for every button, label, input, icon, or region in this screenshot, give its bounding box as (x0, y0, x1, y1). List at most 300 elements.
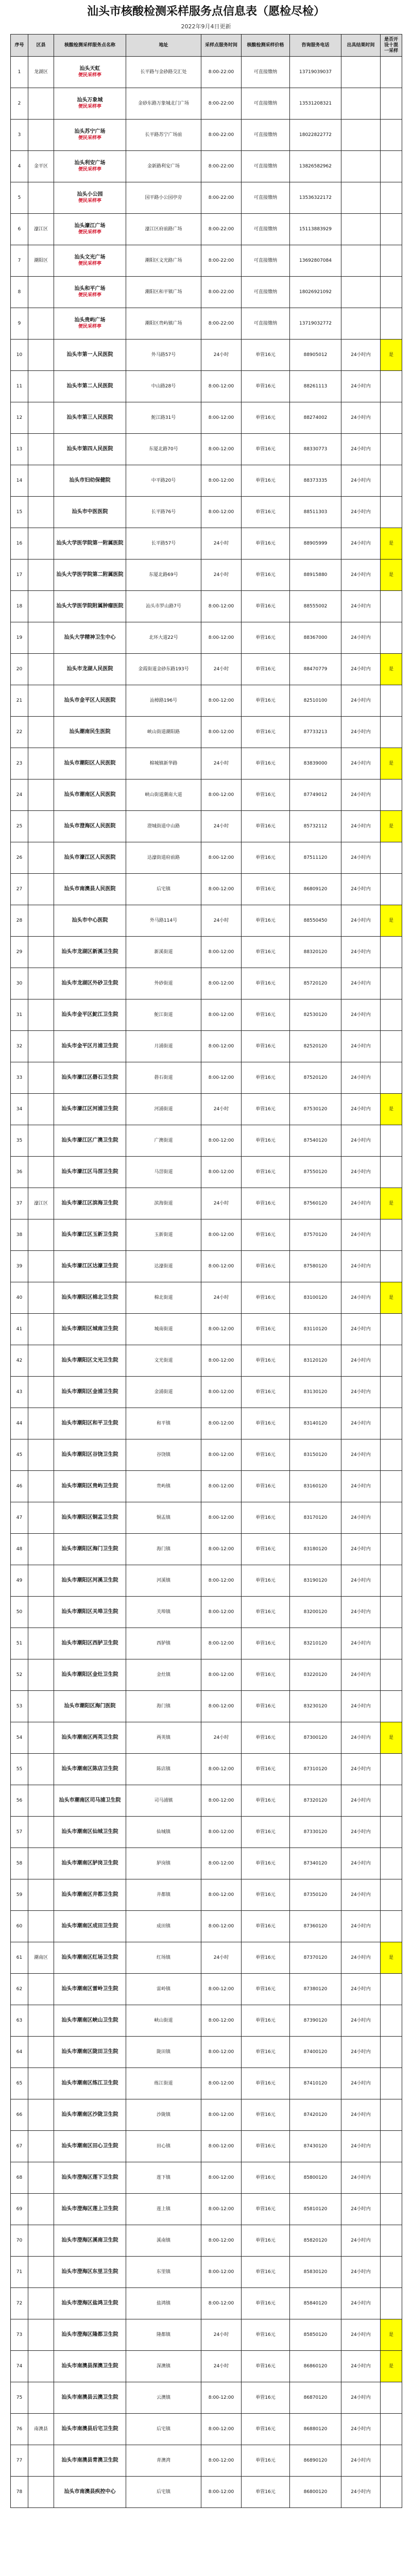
institution-name: 汕头市南澳县深澳卫生院 (61, 2363, 118, 2369)
cell-price: 单管16元 (242, 685, 290, 717)
cell-special (381, 2382, 402, 2414)
cell-hours: 8:00-12:00 (201, 2162, 242, 2194)
cell-result: 24小时内 (341, 999, 381, 1031)
cell-result: 24小时内 (341, 1094, 381, 1125)
cell-address: 金浦街道 (126, 1377, 201, 1408)
cell-phone: 87733213 (290, 717, 341, 748)
table-row (11, 1722, 402, 1754)
cell-phone: 82520120 (290, 1031, 341, 1062)
table-row (11, 182, 402, 214)
cell-phone: 83100120 (290, 1282, 341, 1314)
cell-name (54, 1754, 126, 1785)
cell-special (381, 1911, 402, 1942)
cell-district (28, 497, 54, 528)
institution-name: 汕头市潮阳区金浦卫生院 (61, 1389, 118, 1395)
cell-price: 可直接缴纳 (242, 88, 290, 120)
cell-district (28, 842, 54, 874)
cell-district (28, 717, 54, 748)
cell-address: 东厦北路69号 (126, 560, 201, 591)
cell-district (28, 2445, 54, 2477)
cell-address: 金霞街道金砂东路193号 (126, 654, 201, 685)
cell-address: 后宅镇 (126, 2477, 201, 2508)
cell-district (28, 2225, 54, 2257)
table-row (11, 2005, 402, 2037)
cell-result: 24小时内 (341, 1659, 381, 1691)
cell-no: 21 (11, 685, 28, 717)
cell-price: 单管16元 (242, 1691, 290, 1722)
test-site-table (10, 34, 402, 2508)
cell-special (381, 1879, 402, 1911)
cell-price: 单管16元 (242, 874, 290, 905)
cell-district (28, 654, 54, 685)
table-row (11, 717, 402, 748)
cell-hours: 8:00-12:00 (201, 2414, 242, 2445)
cell-phone: 86860120 (290, 2351, 341, 2382)
cell-price: 单管16元 (242, 1219, 290, 1251)
cell-price: 单管16元 (242, 1817, 290, 1848)
cell-special (381, 1062, 402, 1094)
cell-district (28, 1031, 54, 1062)
institution-name: 汕头市龙湖区外砂卫生院 (61, 980, 118, 986)
cell-no: 17 (11, 560, 28, 591)
col-address: 地址 (126, 35, 201, 57)
cell-name (54, 1062, 126, 1094)
cell-name (54, 2351, 126, 2382)
cell-phone: 87550120 (290, 1157, 341, 1188)
cell-address: 贵屿镇 (126, 1471, 201, 1502)
cell-result: 24小时内 (341, 2162, 381, 2194)
table-row (11, 120, 402, 151)
cell-hours: 24小时 (201, 811, 242, 842)
cell-no: 35 (11, 1125, 28, 1157)
cell-name (54, 1157, 126, 1188)
cell-no: 72 (11, 2288, 28, 2319)
table-row (11, 1565, 402, 1597)
institution-name: 汕头市潮南区红场卫生院 (61, 1955, 118, 1960)
cell-phone: 88261113 (290, 371, 341, 402)
cell-price: 单管16元 (242, 2414, 290, 2445)
table-row (11, 1439, 402, 1471)
cell-no: 56 (11, 1785, 28, 1817)
cell-phone: 87410120 (290, 2068, 341, 2099)
cell-district (28, 1502, 54, 1534)
cell-address: 金新路利安广场 (126, 151, 201, 182)
cell-no: 52 (11, 1659, 28, 1691)
cell-hours: 8:00-12:00 (201, 1377, 242, 1408)
cell-name (54, 654, 126, 685)
cell-hours: 8:00-12:00 (201, 2037, 242, 2068)
institution-name: 汕头市澄海区隆都卫生院 (61, 2332, 118, 2337)
cell-no: 20 (11, 654, 28, 685)
cell-result: 24小时内 (341, 1439, 381, 1471)
convenience-tag: 便民采样亭 (78, 104, 101, 109)
cell-no: 37 (11, 1188, 28, 1219)
cell-address: 成田镇 (126, 1911, 201, 1942)
cell-name (54, 1031, 126, 1062)
convenience-tag: 便民采样亭 (78, 198, 101, 204)
cell-price: 单管16元 (242, 1565, 290, 1597)
cell-result: 24小时内 (341, 1125, 381, 1157)
cell-special (381, 1754, 402, 1785)
cell-result: 24小时内 (341, 1754, 381, 1785)
cell-special (381, 57, 402, 88)
cell-price: 单管16元 (242, 560, 290, 591)
cell-address: 峡山街道潮南大道 (126, 779, 201, 811)
cell-result: 24小时内 (341, 905, 381, 937)
cell-price: 单管16元 (242, 1502, 290, 1534)
institution-name: 汕头大学医学院第二附属医院 (56, 572, 124, 578)
institution-name: 汕头贵屿广场 (74, 317, 106, 323)
cell-phone: 83120120 (290, 1345, 341, 1377)
institution-name: 汕头市金平区月浦卫生院 (61, 1043, 118, 1049)
cell-hours: 8:00-12:00 (201, 2099, 242, 2131)
cell-address: 长平路与金砂路交汇处 (126, 57, 201, 88)
table-row (11, 560, 402, 591)
cell-no: 18 (11, 591, 28, 622)
institution-name: 汕头市濠江区达濠卫生院 (61, 1263, 118, 1269)
cell-name (54, 1911, 126, 1942)
cell-district (28, 1597, 54, 1628)
cell-price: 单管16元 (242, 1754, 290, 1785)
cell-result (341, 57, 381, 88)
cell-name (54, 1597, 126, 1628)
cell-price: 单管16元 (242, 402, 290, 434)
table-row (11, 2319, 402, 2351)
cell-phone: 83220120 (290, 1659, 341, 1691)
cell-district (28, 2382, 54, 2414)
cell-address: 外马路114号 (126, 905, 201, 937)
cell-hours: 8:00-22:00 (201, 182, 242, 214)
cell-name (54, 1219, 126, 1251)
cell-phone: 13536322172 (290, 182, 341, 214)
cell-district: 龙湖区 (28, 57, 54, 88)
cell-result: 24小时内 (341, 937, 381, 968)
cell-hours: 8:00-12:00 (201, 1848, 242, 1879)
cell-no: 28 (11, 905, 28, 937)
table-row (11, 1534, 402, 1565)
cell-result: 24小时内 (341, 1691, 381, 1722)
institution-name: 汕头市第三人民医院 (66, 415, 113, 420)
cell-name (54, 2382, 126, 2414)
table-row (11, 1251, 402, 1282)
cell-special (381, 245, 402, 277)
cell-special: 是 (381, 654, 402, 685)
cell-phone: 83170120 (290, 1502, 341, 1534)
cell-address: 莲上镇 (126, 2194, 201, 2225)
institution-name: 汕头市龙湖区新溪卫生院 (61, 949, 118, 955)
cell-result: 24小时内 (341, 968, 381, 999)
cell-hours: 8:00-12:00 (201, 434, 242, 465)
cell-result (341, 245, 381, 277)
cell-name (54, 1848, 126, 1879)
table-row (11, 2257, 402, 2288)
cell-no: 78 (11, 2477, 28, 2508)
cell-address: 金灶镇 (126, 1659, 201, 1691)
cell-result: 24小时内 (341, 2037, 381, 2068)
col-price: 核酸检测采样价格 (242, 35, 290, 57)
cell-phone: 83130120 (290, 1377, 341, 1408)
institution-name: 汕头市潮阳区关埠卫生院 (61, 1609, 118, 1615)
convenience-tag: 便民采样亭 (78, 167, 101, 172)
cell-address: 盐鸿镇 (126, 2288, 201, 2319)
cell-name (54, 1974, 126, 2005)
update-date: 2022年9月4日更新 (181, 23, 231, 30)
cell-address: 滨海街道 (126, 1188, 201, 1219)
cell-district: 金平区 (28, 151, 54, 182)
cell-name (54, 2162, 126, 2194)
cell-price: 单管16元 (242, 2099, 290, 2131)
cell-hours: 8:00-12:00 (201, 1565, 242, 1597)
institution-name: 汕头市南澳县云澳卫生院 (61, 2395, 118, 2400)
cell-result (341, 308, 381, 340)
cell-special: 是 (381, 1942, 402, 1974)
table-row (11, 2131, 402, 2162)
cell-name (54, 1282, 126, 1314)
institution-name: 汕头和平广场 (74, 286, 106, 292)
table-row (11, 999, 402, 1031)
institution-name: 汕头市澄海区盐鸿卫生院 (61, 2300, 118, 2306)
cell-phone: 86880120 (290, 2414, 341, 2445)
institution-name: 汕头市潮南区沙陇卫生院 (61, 2112, 118, 2117)
cell-address: 中山路28号 (126, 371, 201, 402)
cell-hours: 8:00-12:00 (201, 1691, 242, 1722)
cell-price: 单管16元 (242, 2005, 290, 2037)
cell-district (28, 528, 54, 560)
cell-hours: 8:00-12:00 (201, 2445, 242, 2477)
cell-hours: 8:00-12:00 (201, 1408, 242, 1439)
cell-district (28, 937, 54, 968)
cell-price: 单管16元 (242, 1911, 290, 1942)
cell-phone: 87380120 (290, 1974, 341, 2005)
cell-phone: 87330120 (290, 1817, 341, 1848)
cell-phone: 87350120 (290, 1879, 341, 1911)
cell-district (28, 1879, 54, 1911)
cell-result: 24小时内 (341, 371, 381, 402)
cell-address: 澄城街道中山路 (126, 811, 201, 842)
cell-address: 棉城镇新华路 (126, 748, 201, 779)
cell-district (28, 905, 54, 937)
cell-name (54, 779, 126, 811)
cell-name (54, 1408, 126, 1439)
cell-special (381, 2225, 402, 2257)
cell-no: 10 (11, 340, 28, 371)
cell-address: 北环大道22号 (126, 622, 201, 654)
cell-no: 63 (11, 2005, 28, 2037)
cell-no: 54 (11, 1722, 28, 1754)
convenience-tag: 便民采样亭 (78, 293, 101, 298)
cell-result (341, 214, 381, 245)
cell-phone: 85850120 (290, 2319, 341, 2351)
table-row (11, 811, 402, 842)
cell-special (381, 2414, 402, 2445)
cell-special (381, 1031, 402, 1062)
cell-price: 单管16元 (242, 717, 290, 748)
cell-phone: 88367000 (290, 622, 341, 654)
cell-hours: 8:00-12:00 (201, 1031, 242, 1062)
institution-name: 汕头市南澳县疾控中心 (64, 2489, 116, 2495)
cell-address: 东里镇 (126, 2257, 201, 2288)
table-row (11, 1942, 402, 1974)
cell-special (381, 842, 402, 874)
cell-hours: 8:00-12:00 (201, 968, 242, 999)
cell-hours: 8:00-12:00 (201, 591, 242, 622)
cell-result: 24小时内 (341, 497, 381, 528)
cell-address: 云澳镇 (126, 2382, 201, 2414)
institution-name: 汕头市中医医院 (72, 509, 108, 515)
cell-special: 是 (381, 1722, 402, 1754)
institution-name: 汕头大学精神卫生中心 (64, 635, 116, 640)
cell-hours: 8:00-12:00 (201, 1911, 242, 1942)
cell-special: 是 (381, 528, 402, 560)
table-row (11, 245, 402, 277)
cell-district (28, 2288, 54, 2319)
institution-name: 汕头市妇幼保健院 (69, 478, 111, 483)
table-row (11, 874, 402, 905)
cell-name (54, 1722, 126, 1754)
table-header-row (11, 35, 402, 57)
cell-hours: 24小时 (201, 2351, 242, 2382)
cell-district (28, 1534, 54, 1565)
table-row (11, 937, 402, 968)
cell-special (381, 1848, 402, 1879)
cell-district (28, 434, 54, 465)
cell-district (28, 2068, 54, 2099)
cell-price: 单管16元 (242, 1251, 290, 1282)
cell-address: 棉北街道 (126, 1282, 201, 1314)
cell-no: 3 (11, 120, 28, 151)
cell-result: 24小时内 (341, 1785, 381, 1817)
cell-name (54, 340, 126, 371)
cell-price: 单管16元 (242, 497, 290, 528)
institution-name: 汕头市澄海区东里卫生院 (61, 2269, 118, 2275)
cell-phone: 85720120 (290, 968, 341, 999)
institution-name: 汕头大学医学院附属肿瘤医院 (56, 603, 124, 609)
cell-hours: 24小时 (201, 560, 242, 591)
table-row (11, 2225, 402, 2257)
table-row (11, 1628, 402, 1659)
cell-price: 单管16元 (242, 1188, 290, 1219)
cell-special (381, 1785, 402, 1817)
cell-special (381, 1345, 402, 1377)
cell-phone: 87370120 (290, 1942, 341, 1974)
cell-name (54, 2445, 126, 2477)
cell-district (28, 811, 54, 842)
table-row (11, 57, 402, 88)
cell-hours: 8:00-12:00 (201, 1659, 242, 1691)
cell-name (54, 2319, 126, 2351)
cell-address: 西胪镇 (126, 1628, 201, 1659)
cell-hours: 8:00-12:00 (201, 2131, 242, 2162)
cell-hours: 8:00-12:00 (201, 1879, 242, 1911)
cell-no: 57 (11, 1817, 28, 1848)
cell-district (28, 1754, 54, 1785)
cell-address: 深澳镇 (126, 2351, 201, 2382)
institution-name: 汕头市潮南区练江卫生院 (61, 2080, 118, 2086)
institution-name: 汕头文光广场 (74, 255, 106, 260)
table-row (11, 2288, 402, 2319)
cell-address: 长平路76号 (126, 497, 201, 528)
cell-hours: 8:00-12:00 (201, 1314, 242, 1345)
table-row (11, 1848, 402, 1879)
cell-hours: 24小时 (201, 1282, 242, 1314)
institution-name: 汕头市第四人民医院 (66, 446, 113, 452)
cell-price: 单管16元 (242, 2477, 290, 2508)
cell-result (341, 88, 381, 120)
cell-district (28, 2099, 54, 2131)
cell-no: 40 (11, 1282, 28, 1314)
cell-hours: 8:00-12:00 (201, 2382, 242, 2414)
cell-hours: 8:00-22:00 (201, 151, 242, 182)
convenience-tag: 便民采样亭 (78, 135, 101, 141)
table-row (11, 1188, 402, 1219)
cell-name (54, 685, 126, 717)
cell-name (54, 2005, 126, 2037)
cell-price: 单管16元 (242, 2194, 290, 2225)
cell-price: 单管16元 (242, 999, 290, 1031)
cell-special (381, 937, 402, 968)
table-row (11, 1911, 402, 1942)
cell-result: 24小时内 (341, 622, 381, 654)
cell-address: 司马浦镇 (126, 1785, 201, 1817)
cell-district (28, 1691, 54, 1722)
cell-result: 24小时内 (341, 1314, 381, 1345)
cell-no: 70 (11, 2225, 28, 2257)
table-row (11, 371, 402, 402)
table-row (11, 308, 402, 340)
cell-hours: 8:00-12:00 (201, 842, 242, 874)
cell-result: 24小时内 (341, 1565, 381, 1597)
cell-district (28, 2351, 54, 2382)
cell-address: 达濠街道府前路 (126, 842, 201, 874)
cell-phone: 18026921092 (290, 277, 341, 308)
cell-price: 单管16元 (242, 779, 290, 811)
cell-phone: 88470779 (290, 654, 341, 685)
cell-district (28, 748, 54, 779)
cell-no: 59 (11, 1879, 28, 1911)
cell-result: 24小时内 (341, 874, 381, 905)
cell-address: 峡山街道 (126, 2005, 201, 2037)
cell-no: 62 (11, 1974, 28, 2005)
cell-name (54, 120, 126, 151)
cell-result: 24小时内 (341, 2477, 381, 2508)
cell-hours: 8:00-12:00 (201, 622, 242, 654)
cell-name (54, 151, 126, 182)
cell-name (54, 2477, 126, 2508)
institution-name: 汕头市龙湖人民医院 (66, 666, 113, 672)
cell-no: 43 (11, 1377, 28, 1408)
cell-hours: 24小时 (201, 654, 242, 685)
cell-district (28, 1282, 54, 1314)
cell-address: 海门镇 (126, 1534, 201, 1565)
cell-special (381, 1377, 402, 1408)
cell-price: 单管16元 (242, 1439, 290, 1471)
cell-result: 24小时内 (341, 1597, 381, 1628)
cell-phone: 83190120 (290, 1565, 341, 1597)
col-results: 出具结果时间 (341, 35, 381, 57)
cell-price: 可直接缴纳 (242, 120, 290, 151)
cell-name (54, 1628, 126, 1659)
table-row (11, 1691, 402, 1722)
institution-name: 汕头市潮阳区城南卫生院 (61, 1326, 118, 1332)
cell-special: 是 (381, 811, 402, 842)
col-phone: 咨询服务电话 (290, 35, 341, 57)
table-row (11, 1502, 402, 1534)
table-row (11, 654, 402, 685)
cell-address: 隆都镇 (126, 2319, 201, 2351)
cell-district (28, 968, 54, 999)
cell-result: 24小时内 (341, 1251, 381, 1282)
cell-name (54, 811, 126, 842)
